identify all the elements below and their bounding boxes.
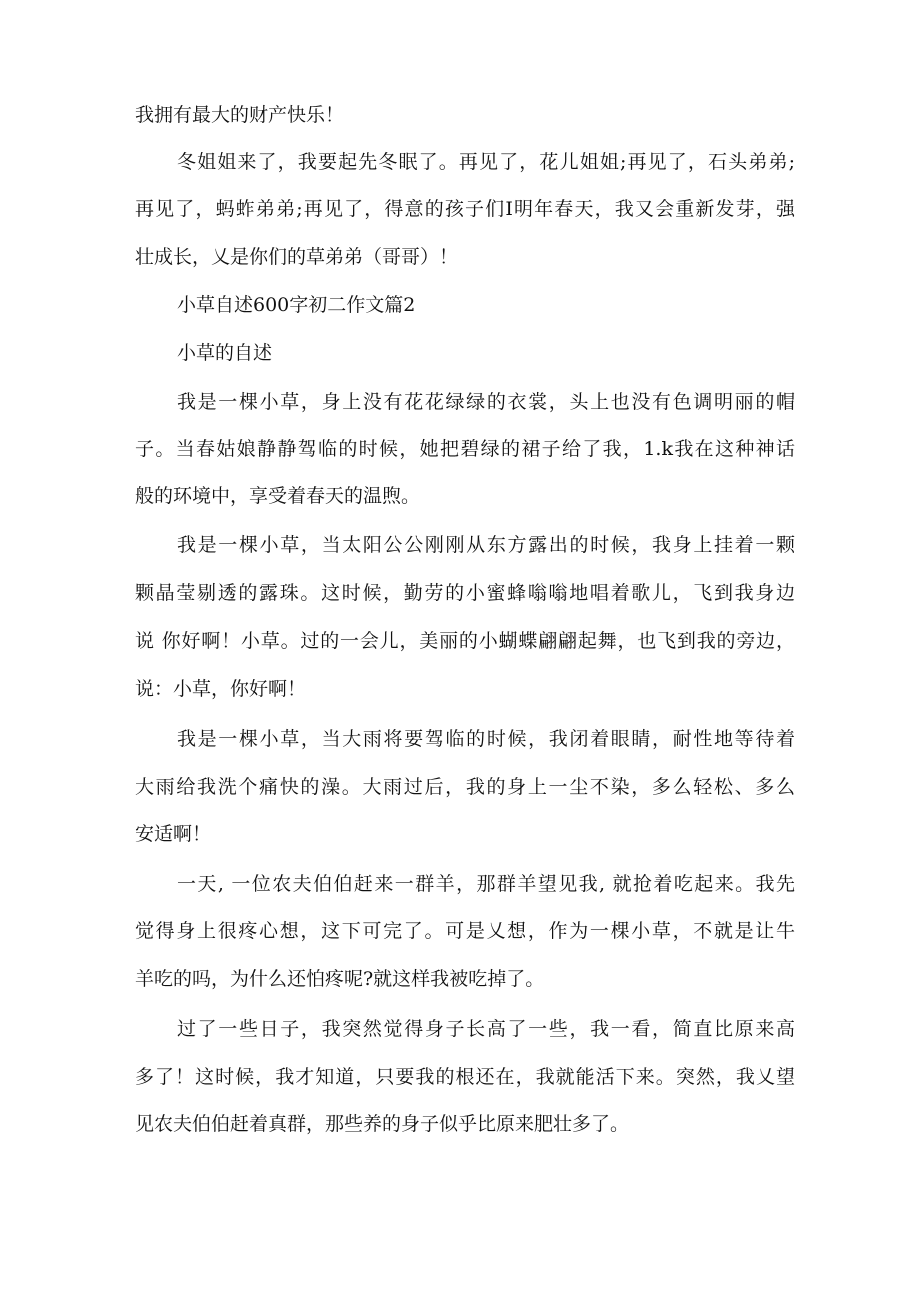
text-line: 般的环境中，享受着春天的温煦。 — [135, 485, 421, 507]
text-line: 壮成长，乂是你们的草弟弟（哥哥）！ — [135, 246, 459, 268]
text-line: 再见了，蚂蚱弟弟;再见了，得意的孩子们I明年春天，我又会重新发芽，强 — [135, 198, 795, 220]
text-line: 羊吃的吗，为什么还怕疼呢?就这样我被吃掉了。 — [135, 968, 545, 990]
text-line: 大雨给我洗个痛快的澡。大雨过后，我的身上一尘不染，多么轻松、多么 — [135, 776, 795, 798]
text-line: 过了一些日子，我突然觉得身子长高了一些，我一看，简直比原来高 — [177, 1018, 795, 1040]
text-line: 见农夫伯伯赶着真群，那些养的身子似乎比原来肥壮多了。 — [135, 1113, 630, 1135]
text-line: 我是一棵小草，当太阳公公刚刚从东方露出的时候，我身上挂着一颗 — [177, 534, 795, 556]
text-line: 觉得身上很疼心想，这下可完了。可是乂想，作为一棵小草，不就是让牛 — [135, 920, 795, 942]
text-line: 一天, 一位农夫伯伯赶来一群羊，那群羊望见我, 就抢着吃起来。我先 — [177, 873, 795, 895]
text-line: 我是一棵小草，当大雨将要驾临的时候，我闭着眼睛，耐性地等待着 — [177, 728, 795, 750]
text-line: 说 你好啊！小草。过的一会儿，美丽的小蝴蝶翩翩起舞，也飞到我的旁边， — [135, 630, 795, 652]
text-line: 多了！这时候，我才知道，只要我的根还在，我就能活下来。突然，我乂望 — [135, 1066, 795, 1088]
section-heading: 小草自述600字初二作文篇2 — [177, 294, 416, 316]
text-line: 我是一棵小草，身上没有花花绿绿的衣裳，头上也没有色调明丽的帽 — [177, 391, 795, 413]
essay-title: 小草的自述 — [177, 342, 273, 364]
text-line: 冬姐姐来了，我要起先冬眠了。再见了，花儿姐姐;再见了，石头弟弟; — [177, 151, 795, 173]
text-line: 子。当春姑娘静静驾临的时候，她把碧绿的裙子给了我，1.k我在这种神话 — [135, 438, 795, 460]
text-line: 我拥有最大的财产快乐！ — [135, 104, 345, 126]
text-line: 安适啊！ — [135, 823, 212, 845]
text-line: 颗晶莹剔透的露珠。这时候，勤劳的小蜜蜂嗡嗡地唱着歌儿，飞到我身边 — [135, 582, 795, 604]
text-line: 说：小草，你好啊！ — [135, 678, 307, 700]
